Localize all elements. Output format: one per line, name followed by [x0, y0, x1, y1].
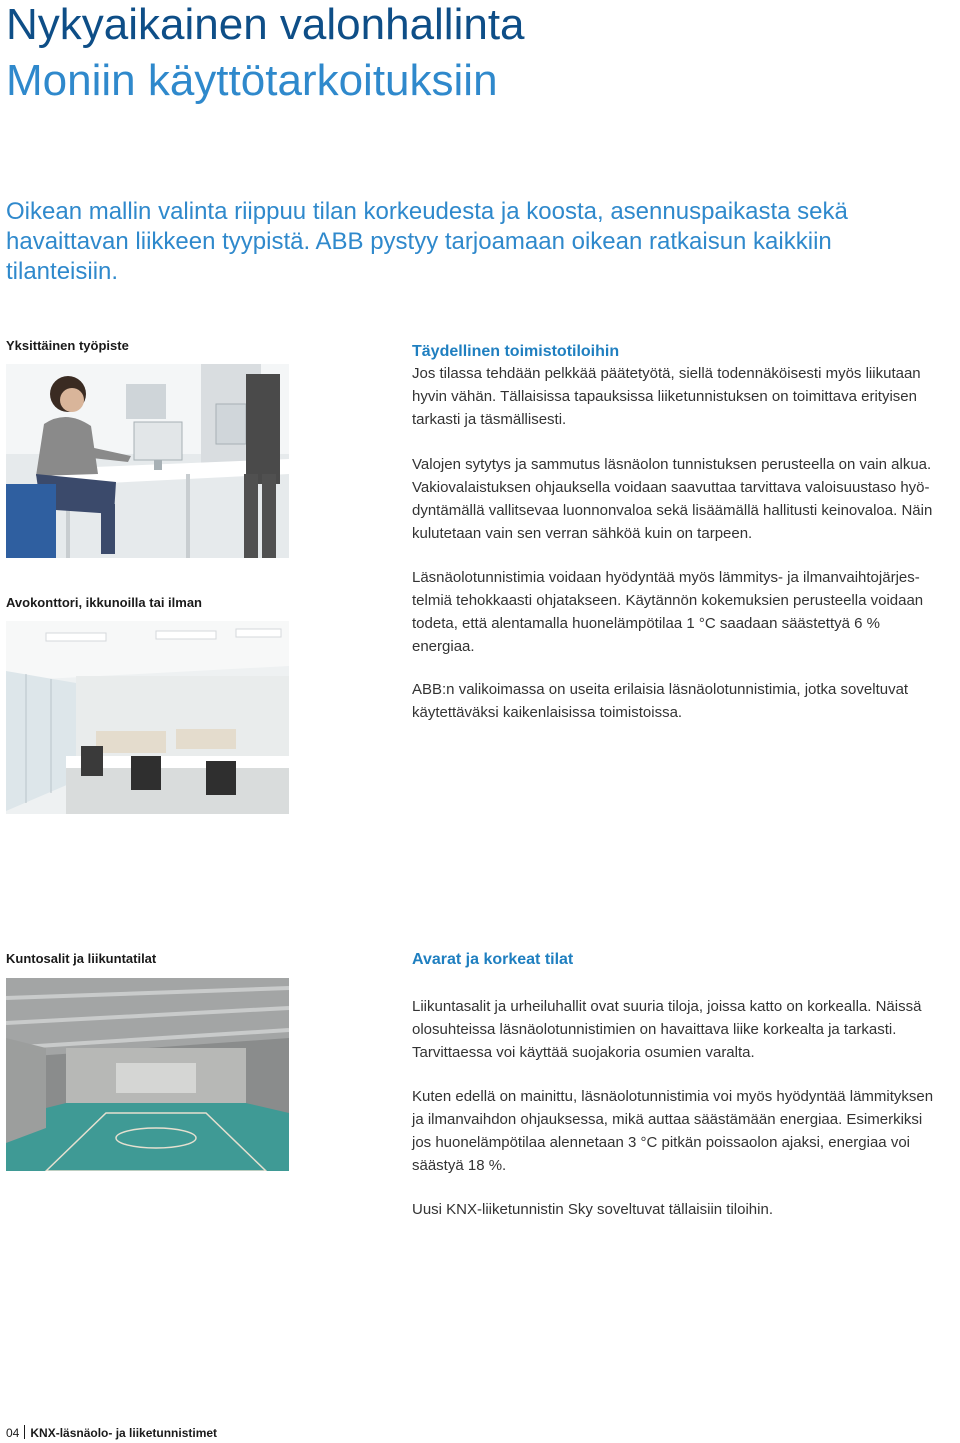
- sports-hall-illustration: [6, 978, 289, 1171]
- office-paragraph-3: [412, 566, 960, 658]
- office-paragraph-4: [412, 678, 960, 724]
- text-line: Uusi KNX-liiketunnistin Sky soveltuvat tällaisiin tiloihin.: [412, 1201, 773, 1218]
- caption-open-office: Avokonttori, ikkunoilla tai ilman: [6, 595, 202, 610]
- text-line: todeta, että alentamalla huonelämpötilaa 1 °C saadaan säästettyä 6 %: [412, 615, 880, 632]
- text-line: ja ilmanvaihdon ohjauksessa, mikä auttaa säästämään energiaa. Esimerkiksi: [412, 1111, 923, 1128]
- text-line: säästyä 18 %.: [412, 1157, 507, 1174]
- intro-line: tilanteisiin.: [6, 258, 119, 285]
- text-line: olosuhteissa läsnäolotunnistimien on havaittava liike korkealta ja tarkasti.: [412, 1021, 897, 1038]
- office-paragraph-1: [412, 362, 960, 431]
- text-line: ABB:n valikoimassa on useita erilaisia läsnäolotunnistimia, jotka soveltuvat: [412, 681, 909, 698]
- text-line: Vakiovalaistuksen ohjauksella voidaan saavuttaa tarvittava valoisuustaso hyö-: [412, 479, 930, 496]
- photo-open-office: [6, 621, 289, 814]
- footer-divider: [24, 1425, 25, 1439]
- text-line: Läsnäolotunnistimia voidaan hyödyntää myös lämmitys- ja ilmanvaihtojärjes-: [412, 569, 920, 586]
- heading-large-spaces: Avarat ja korkeat tilat: [412, 951, 574, 968]
- text-line: dyntämällä vallitsevaa luonnonvaloa sekä lisäämällä hallitusti keinovaloa. Näin: [412, 502, 933, 519]
- page-title-line1: Nykyaikainen valonhallinta: [6, 0, 525, 49]
- page-title-line2: Moniin käyttötarkoituksiin: [6, 56, 498, 105]
- page-footer: [6, 1425, 217, 1440]
- text-line: jos huonelämpötilaa alennetaan 3 °C pitkän poissaolon ajaksi, energiaa voi: [412, 1134, 910, 1151]
- text-line: käytettäväksi kaikenlaisissa toimistoissa.: [412, 704, 683, 721]
- text-line: energiaa.: [412, 638, 475, 655]
- page-number: 04: [6, 1426, 20, 1440]
- caption-gym: Kuntosalit ja liikuntatilat: [6, 951, 157, 966]
- text-line: Tarvittaessa voi käyttää suojakoria osumien varalta.: [412, 1044, 755, 1061]
- large-paragraph-2: [412, 1085, 960, 1177]
- photo-office-worker: [6, 364, 289, 558]
- text-line: kulutetaan vain sen verran sähköä kuin on tarpeen.: [412, 525, 753, 542]
- large-paragraph-3: [412, 1198, 960, 1221]
- text-line: Liikuntasalit ja urheiluhallit ovat suuria tiloja, joissa katto on korkealla. Näissä: [412, 998, 922, 1015]
- office-worker-illustration: [6, 364, 289, 558]
- intro-line: Oikean mallin valinta riippuu tilan korkeudesta ja koosta, asennuspaikasta sekä: [6, 198, 848, 225]
- text-line: telmiä tehokkaasti ohjatakseen. Käytännön kokemuksien perusteella voidaan: [412, 592, 924, 609]
- text-line: Valojen sytytys ja sammutus läsnäolon tunnistuksen perusteella on vain alkua.: [412, 456, 932, 473]
- photo-sports-hall: [6, 978, 289, 1171]
- intro-line: havaittavan liikkeen tyypistä. ABB pystyy tarjoamaan oikean ratkaisun kaikkiin: [6, 228, 832, 255]
- open-office-illustration: [6, 621, 289, 814]
- office-paragraph-2: [412, 453, 960, 545]
- text-line: Kuten edellä on mainittu, läsnäolotunnistimia voi myös hyödyntää lämmityksen: [412, 1088, 934, 1105]
- large-paragraph-1: [412, 995, 960, 1064]
- text-line: Jos tilassa tehdään pelkkää päätetyötä, siellä todennäköisesti myös liikutaan: [412, 365, 921, 382]
- text-line: tarkasti ja täsmällisesti.: [412, 411, 567, 428]
- text-line: hyvin vähän. Tällaisissa tapauksissa liiketunnistuksen on toimittava erityisen: [412, 388, 917, 405]
- heading-office: Täydellinen toimistotiloihin: [412, 343, 620, 360]
- caption-workstation: Yksittäinen työpiste: [6, 338, 129, 353]
- footer-title: KNX-läsnäolo- ja liiketunnistimet: [30, 1426, 218, 1440]
- intro-paragraph: [6, 197, 886, 287]
